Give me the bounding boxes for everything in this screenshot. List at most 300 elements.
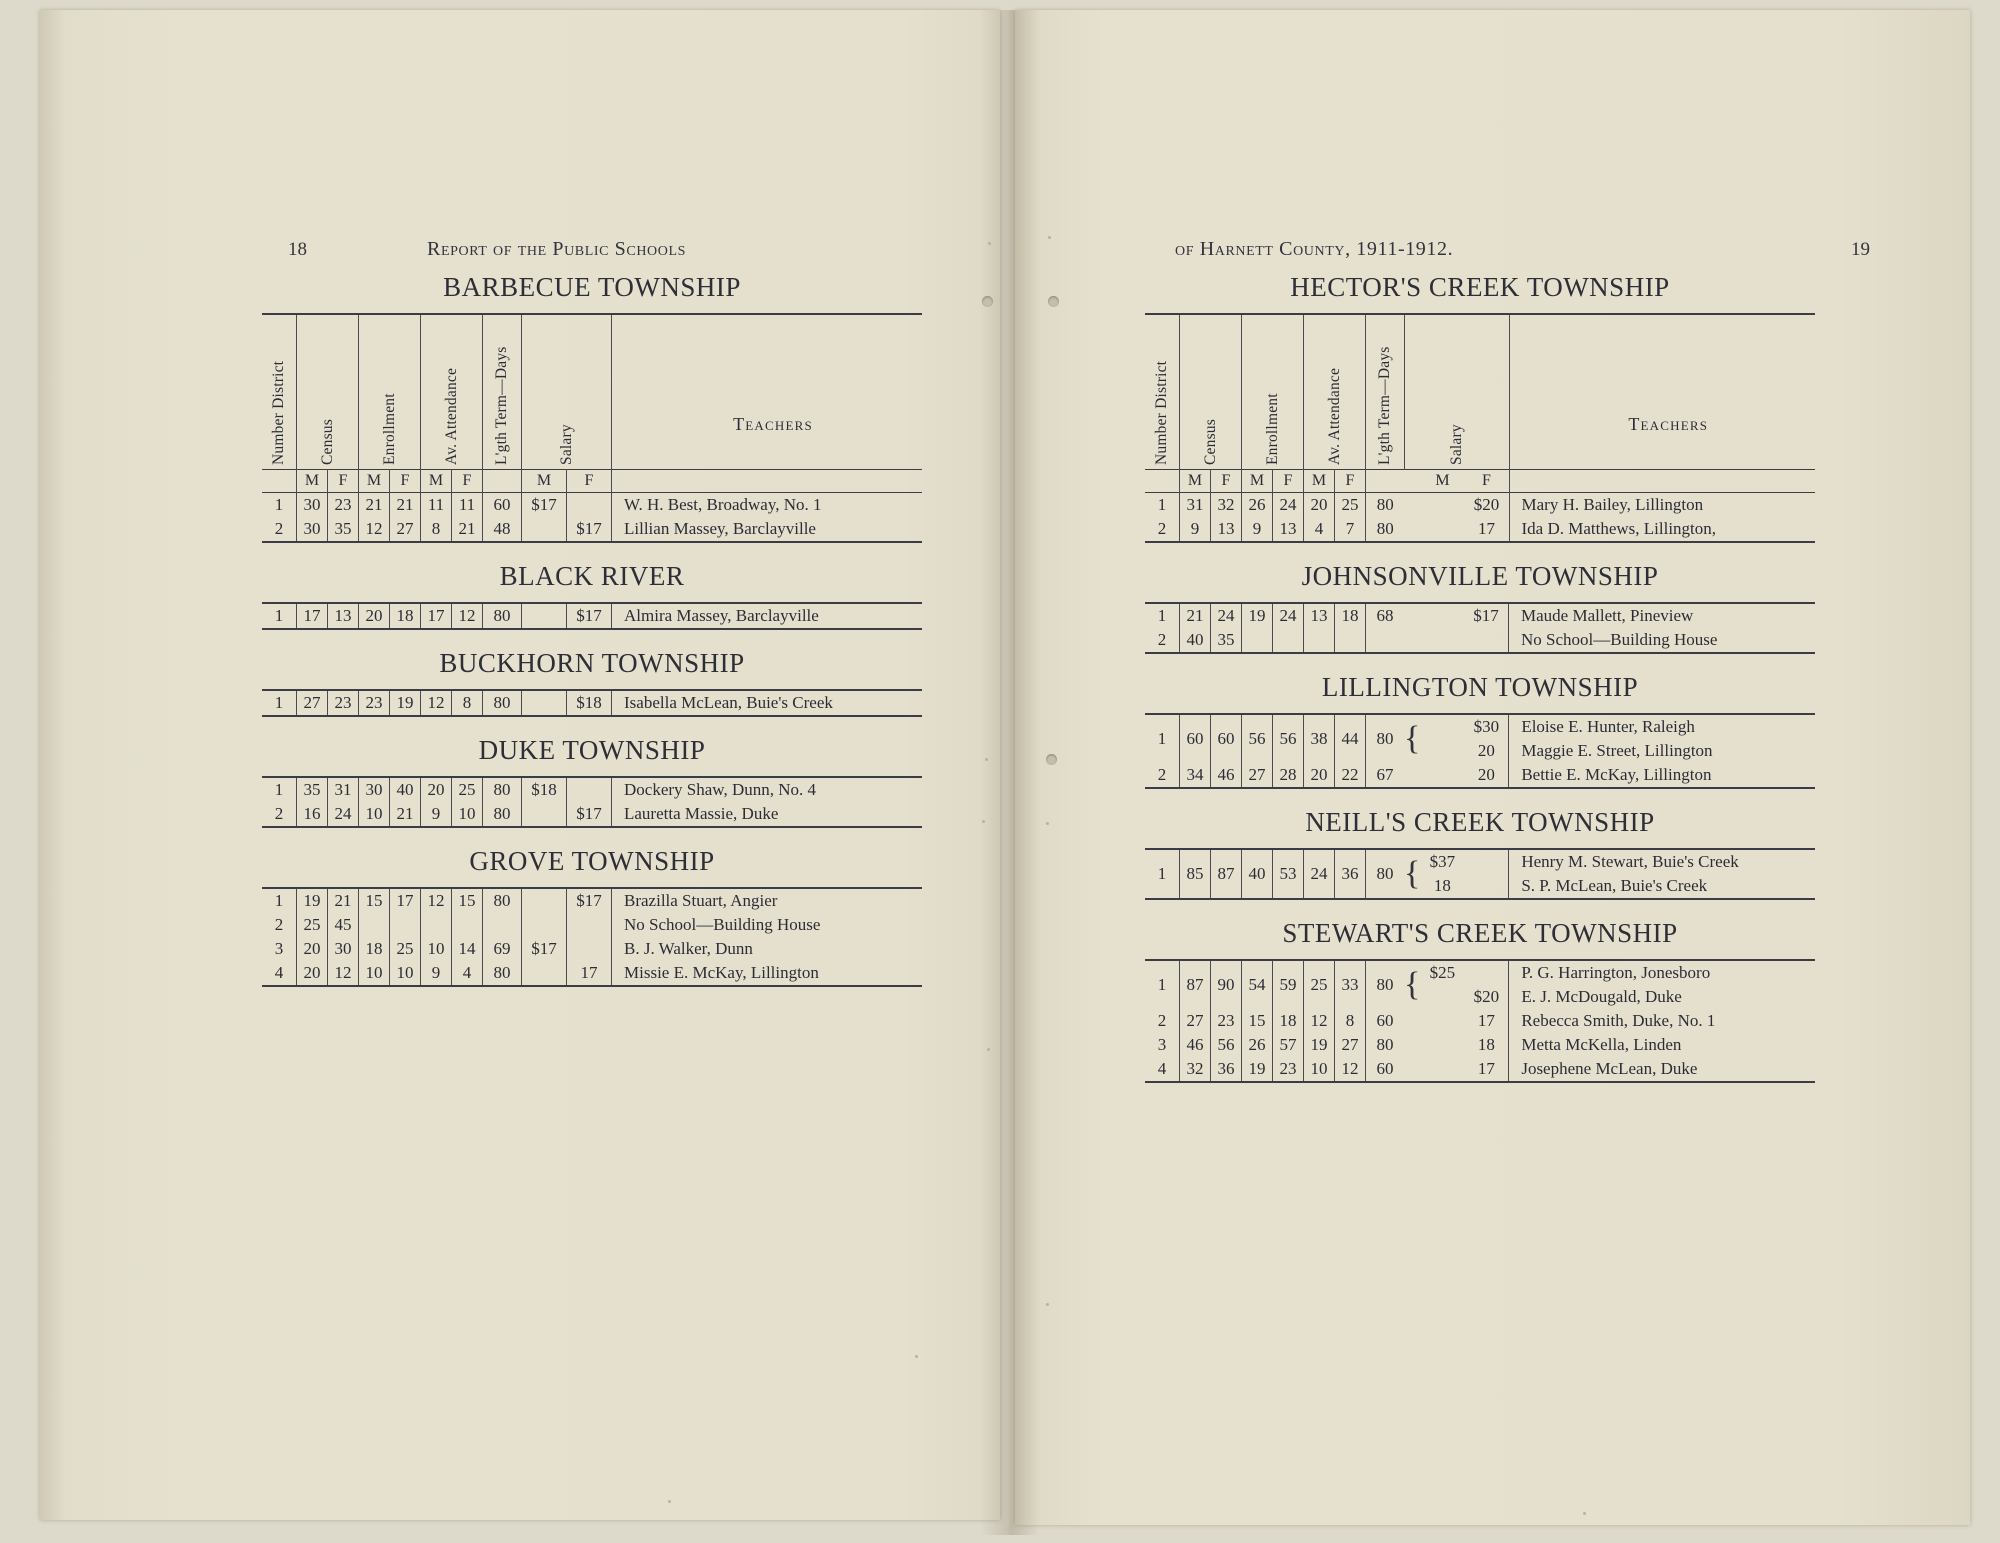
cell-teacher: Metta McKella, Linden <box>1509 1033 1815 1057</box>
section-title-black-river: BLACK RIVER <box>499 561 685 591</box>
cell-census-f: 30 <box>328 937 359 961</box>
cell-district: 2 <box>1157 519 1167 538</box>
cell-teacher: Missie E. McKay, Lillington <box>612 961 923 986</box>
paper-speck <box>915 1355 918 1358</box>
right-page-content <box>1145 272 1815 1083</box>
cell-enroll-m: 23 <box>359 690 390 716</box>
subhdr-sal-m: M <box>1435 472 1450 489</box>
cell-att-f <box>452 913 483 937</box>
cell-sal-f <box>1464 960 1509 985</box>
cell-sal-m <box>1420 739 1464 763</box>
cell-att-m: 38 <box>1304 714 1335 763</box>
paper-speck <box>985 758 988 761</box>
cell-district: 4 <box>1157 1059 1167 1078</box>
cell-sal-f: $17 <box>567 888 612 913</box>
cell-att-m <box>1304 628 1335 653</box>
cell-teacher: No School—Building House <box>1509 628 1816 653</box>
cell-teacher: Brazilla Stuart, Angier <box>612 888 923 913</box>
cell-days: 69 <box>483 937 522 961</box>
cell-days: 80 <box>483 961 522 986</box>
cell-enroll-f: 10 <box>390 961 421 986</box>
cell-teacher: Eloise E. Hunter, Raleigh <box>1509 714 1815 739</box>
cell-teacher: Rebecca Smith, Duke, No. 1 <box>1509 1009 1815 1033</box>
cell-att-m: 12 <box>421 888 452 913</box>
paper-speck <box>988 242 991 245</box>
cell-district: 1 <box>274 891 284 910</box>
cell-sal-m: 18 <box>1433 876 1451 895</box>
cell-district: 1 <box>274 780 284 799</box>
cell-teacher: B. J. Walker, Dunn <box>612 937 923 961</box>
cell-sal-f: 17 <box>1477 1011 1495 1030</box>
cell-att-m: 11 <box>421 493 452 518</box>
cell-att-f: 8 <box>1335 1009 1366 1033</box>
col-salary: Salary <box>522 314 612 470</box>
cell-enroll-m: 15 <box>1242 1009 1273 1033</box>
subhdr-brace <box>1405 470 1421 493</box>
section-title-duke: DUKE TOWNSHIP <box>478 735 706 765</box>
cell-att-f: 44 <box>1335 714 1366 763</box>
col-census: Census <box>1180 314 1242 470</box>
cell-enroll-f: 23 <box>1273 1057 1304 1082</box>
cell-enroll-m: 21 <box>359 493 390 518</box>
col-number-district: Number District <box>270 360 287 465</box>
cell-brace <box>1405 493 1421 518</box>
cell-district: 2 <box>1157 765 1167 784</box>
cell-sal-m <box>1420 1057 1464 1082</box>
subhdr-att-m: M <box>421 470 452 493</box>
cell-sal-f <box>567 777 612 802</box>
cell-att-f: 12 <box>452 603 483 629</box>
cell-sal-f: 17 <box>1478 519 1495 538</box>
open-book <box>40 10 1970 1535</box>
subhdr-teachers <box>612 470 923 493</box>
cell-teacher: Josephene McLean, Duke <box>1509 1057 1815 1082</box>
cell-census-m: 16 <box>297 802 328 827</box>
cell-enroll-m: 20 <box>359 603 390 629</box>
cell-district: 1 <box>1157 729 1167 748</box>
cell-census-m: 30 <box>297 493 328 518</box>
cell-att-m: 20 <box>1304 493 1335 518</box>
cell-att-f: 36 <box>1335 849 1366 899</box>
right-page <box>1015 10 1970 1525</box>
cell-district: 1 <box>1157 606 1167 625</box>
table-buckhorn <box>262 689 922 717</box>
cell-brace <box>1404 603 1420 628</box>
cell-att-f: 12 <box>1335 1057 1366 1082</box>
cell-enroll-m: 18 <box>359 937 390 961</box>
cell-days: 80 <box>483 603 522 629</box>
cell-census-m: 9 <box>1180 517 1211 542</box>
cell-days: 80 <box>483 888 522 913</box>
cell-teacher: Mary H. Bailey, Lillington <box>1509 493 1815 518</box>
cell-sal-f <box>1464 628 1509 653</box>
cell-days: 80 <box>1366 960 1405 1009</box>
cell-att-m: 9 <box>421 802 452 827</box>
cell-enroll-m: 12 <box>359 517 390 542</box>
cell-census-f: 46 <box>1211 763 1242 788</box>
subhdr-enroll-f: F <box>390 470 421 493</box>
cell-census-m: 20 <box>297 961 328 986</box>
cell-enroll-m: 10 <box>359 802 390 827</box>
cell-census-m: 32 <box>1180 1057 1211 1082</box>
cell-sal-m <box>1420 1033 1464 1057</box>
table-row <box>1145 628 1815 653</box>
cell-sal-m <box>522 603 567 629</box>
subhdr-census-m: M <box>297 470 328 493</box>
cell-census-f: 24 <box>328 802 359 827</box>
cell-enroll-m: 10 <box>359 961 390 986</box>
cell-enroll-f: 59 <box>1273 960 1304 1009</box>
cell-enroll-f <box>390 913 421 937</box>
cell-teacher: Maude Mallett, Pineview <box>1509 603 1816 628</box>
cell-enroll-m: 40 <box>1242 849 1273 899</box>
cell-enroll-m: 54 <box>1242 960 1273 1009</box>
table-row <box>262 690 922 716</box>
cell-enroll-m <box>1242 628 1273 653</box>
cell-sal-m <box>522 802 567 827</box>
cell-census-f: 13 <box>1211 517 1242 542</box>
cell-att-m: 19 <box>1304 1033 1335 1057</box>
col-av-attendance: Av. Attendance <box>421 314 483 470</box>
cell-sal-m: $17 <box>522 937 567 961</box>
table-row <box>1145 1033 1815 1057</box>
cell-enroll-f: 13 <box>1273 517 1304 542</box>
paper-speck <box>1583 1512 1586 1515</box>
cell-days: 80 <box>1366 714 1405 763</box>
table-row <box>262 913 922 937</box>
table-black-river <box>262 602 922 630</box>
cell-enroll-m: 56 <box>1242 714 1273 763</box>
cell-att-f: 4 <box>452 961 483 986</box>
cell-district: 1 <box>1157 495 1167 514</box>
table-row <box>1145 1009 1815 1033</box>
cell-census-m: 19 <box>297 888 328 913</box>
cell-sal-f: $20 <box>1473 495 1500 514</box>
section-title-buckhorn: BUCKHORN TOWNSHIP <box>439 648 745 678</box>
cell-att-f: 22 <box>1335 763 1366 788</box>
subhdr-sal-m: M <box>522 470 567 493</box>
cell-enroll-f: 18 <box>1273 1009 1304 1033</box>
paper-speck <box>1046 1303 1049 1306</box>
cell-census-f: 23 <box>328 493 359 518</box>
cell-att-m: 17 <box>421 603 452 629</box>
cell-sal-f <box>1464 849 1509 874</box>
section-title-hectors-creek: HECTOR'S CREEK TOWNSHIP <box>1290 272 1670 302</box>
brace-icon: { <box>1404 855 1421 892</box>
paper-speck <box>987 1048 990 1051</box>
cell-enroll-f: 40 <box>390 777 421 802</box>
cell-enroll-f <box>1273 628 1304 653</box>
cell-district: 2 <box>274 519 284 538</box>
cell-sal-m <box>1420 763 1464 788</box>
subhdr-sal-f: F <box>567 470 612 493</box>
paper-speck <box>668 1500 671 1503</box>
table-row <box>1145 517 1815 542</box>
table-row <box>1145 849 1815 874</box>
cell-enroll-m: 15 <box>359 888 390 913</box>
cell-census-m: 27 <box>1180 1009 1211 1033</box>
cell-district: 2 <box>1157 630 1167 649</box>
cell-days <box>1366 628 1405 653</box>
table-row <box>262 937 922 961</box>
cell-enroll-f: 57 <box>1273 1033 1304 1057</box>
cell-sal-f: 18 <box>1477 1035 1495 1054</box>
cell-enroll-m <box>359 913 390 937</box>
cell-sal-m <box>1420 714 1464 739</box>
cell-district: 1 <box>274 495 284 514</box>
cell-days: 80 <box>483 690 522 716</box>
section-title-barbecue: BARBECUE TOWNSHIP <box>443 272 741 302</box>
cell-sal-m <box>522 690 567 716</box>
cell-enroll-m: 26 <box>1242 493 1273 518</box>
cell-teacher: W. H. Best, Broadway, No. 1 <box>612 493 923 518</box>
table-grove <box>262 887 922 987</box>
cell-census-m: 30 <box>297 517 328 542</box>
table-row <box>1145 763 1815 788</box>
cell-days: 80 <box>1366 1033 1405 1057</box>
section-title-grove: GROVE TOWNSHIP <box>469 846 715 876</box>
cell-enroll-m: 19 <box>1242 1057 1273 1082</box>
subhdr-census-m: M <box>1180 470 1211 493</box>
cell-census-m: 27 <box>297 690 328 716</box>
brace-icon: { <box>1404 720 1421 757</box>
cell-att-m <box>421 913 452 937</box>
cell-sal-m: $17 <box>522 493 567 518</box>
cell-census-m: 31 <box>1180 493 1211 518</box>
subhdr-att-f: F <box>452 470 483 493</box>
subhdr-census-f: F <box>1211 470 1242 493</box>
cell-census-f: 24 <box>1211 603 1242 628</box>
paper-speck <box>982 820 985 823</box>
table-johnsonville <box>1145 602 1815 654</box>
subhdr-blank <box>1145 470 1180 493</box>
col-enrollment: Enrollment <box>359 314 421 470</box>
table-barbecue <box>262 313 922 543</box>
cell-att-f: 33 <box>1335 960 1366 1009</box>
cell-census-m: 60 <box>1180 714 1211 763</box>
cell-census-f: 23 <box>328 690 359 716</box>
cell-enroll-m: 26 <box>1242 1033 1273 1057</box>
cell-enroll-f: 27 <box>390 517 421 542</box>
cell-sal-m <box>1420 603 1464 628</box>
cell-sal-f: 20 <box>1477 741 1495 760</box>
cell-att-m: 20 <box>421 777 452 802</box>
table-row <box>262 961 922 986</box>
cell-teacher: Maggie E. Street, Lillington <box>1509 739 1815 763</box>
binding-hole <box>1046 754 1057 765</box>
table-hectors-creek <box>1145 313 1815 543</box>
cell-census-m: 20 <box>297 937 328 961</box>
cell-brace <box>1404 763 1420 788</box>
cell-sal-m <box>522 961 567 986</box>
table-stewarts-creek <box>1145 959 1815 1083</box>
col-salary: Salary <box>1405 314 1510 470</box>
cell-days: 60 <box>1366 1009 1405 1033</box>
cell-teacher: Henry M. Stewart, Buie's Creek <box>1509 849 1815 874</box>
cell-enroll-f: 24 <box>1273 493 1304 518</box>
cell-census-m: 85 <box>1180 849 1211 899</box>
cell-att-m: 24 <box>1304 849 1335 899</box>
subhdr-att-f: F <box>1335 470 1366 493</box>
subhdr-sal-f: F <box>1482 472 1491 489</box>
cell-sal-m: $37 <box>1429 852 1456 871</box>
cell-census-m: 46 <box>1180 1033 1211 1057</box>
col-teachers: Teachers <box>612 314 923 470</box>
cell-census-f: 35 <box>328 517 359 542</box>
table-row <box>262 802 922 827</box>
cell-sal-m <box>1420 985 1464 1009</box>
cell-census-f: 56 <box>1211 1033 1242 1057</box>
cell-district: 1 <box>1157 975 1167 994</box>
cell-days: 80 <box>483 802 522 827</box>
cell-att-m: 9 <box>421 961 452 986</box>
cell-district: 2 <box>1157 1011 1167 1030</box>
table-row <box>1145 714 1815 739</box>
cell-teacher: Isabella McLean, Buie's Creek <box>612 690 923 716</box>
section-title-neills-creek: NEILL'S CREEK TOWNSHIP <box>1305 807 1655 837</box>
cell-att-f: 18 <box>1335 603 1366 628</box>
cell-sal-m: $18 <box>522 777 567 802</box>
cell-att-f: 21 <box>452 517 483 542</box>
cell-days: 67 <box>1366 763 1405 788</box>
cell-att-f: 25 <box>1335 493 1366 518</box>
cell-days: 48 <box>483 517 522 542</box>
cell-sal-f: $17 <box>567 517 612 542</box>
cell-census-m: 21 <box>1180 603 1211 628</box>
subhdr-enroll-m: M <box>1242 470 1273 493</box>
cell-teacher: S. P. McLean, Buie's Creek <box>1509 874 1815 899</box>
cell-census-f: 45 <box>328 913 359 937</box>
cell-sal-m <box>1421 493 1465 518</box>
cell-att-m: 25 <box>1304 960 1335 1009</box>
col-teachers: Teachers <box>1509 314 1815 470</box>
right-folio: 19 <box>1851 239 1870 260</box>
cell-sal-m <box>1420 1009 1464 1033</box>
right-running-head <box>1015 238 1970 260</box>
cell-att-f <box>1335 628 1366 653</box>
cell-sal-f: $17 <box>567 603 612 629</box>
cell-teacher: Almira Massey, Barclayville <box>612 603 923 629</box>
table-row <box>262 777 922 802</box>
cell-enroll-f: 18 <box>390 603 421 629</box>
col-number-district: Number District <box>1153 360 1170 465</box>
cell-sal-m <box>522 517 567 542</box>
cell-sal-f: $17 <box>1473 606 1499 625</box>
col-enrollment: Enrollment <box>1242 314 1304 470</box>
right-running-head-text: of Harnett County, 1911-1912. <box>1175 238 1454 260</box>
cell-enroll-f: 28 <box>1273 763 1304 788</box>
cell-census-m: 17 <box>297 603 328 629</box>
cell-census-m: 87 <box>1180 960 1211 1009</box>
left-running-head-text: Report of the Public Schools <box>427 238 686 260</box>
cell-census-f: 36 <box>1211 1057 1242 1082</box>
cell-sal-f: 20 <box>1477 765 1495 784</box>
cell-enroll-m: 30 <box>359 777 390 802</box>
cell-brace <box>1404 1009 1420 1033</box>
cell-census-f: 90 <box>1211 960 1242 1009</box>
cell-sal-f <box>567 937 612 961</box>
cell-att-f: 14 <box>452 937 483 961</box>
paper-speck <box>1048 236 1051 239</box>
cell-enroll-f: 24 <box>1273 603 1304 628</box>
subhdr-att-m: M <box>1304 470 1335 493</box>
cell-att-m: 10 <box>421 937 452 961</box>
cell-census-f: 23 <box>1211 1009 1242 1033</box>
col-census: Census <box>297 314 359 470</box>
cell-census-f: 32 <box>1211 493 1242 518</box>
cell-teacher: Bettie E. McKay, Lillington <box>1509 763 1815 788</box>
cell-district: 3 <box>1157 1035 1167 1054</box>
cell-enroll-m: 19 <box>1242 603 1273 628</box>
cell-district: 2 <box>274 804 284 823</box>
cell-days <box>483 913 522 937</box>
cell-enroll-f: 53 <box>1273 849 1304 899</box>
subhdr-enroll-f: F <box>1273 470 1304 493</box>
cell-census-f: 60 <box>1211 714 1242 763</box>
section-title-lillington: LILLINGTON TOWNSHIP <box>1321 672 1639 702</box>
table-row <box>1145 493 1815 518</box>
cell-enroll-f: 19 <box>390 690 421 716</box>
col-av-attendance: Av. Attendance <box>1304 314 1366 470</box>
cell-sal-m: $25 <box>1429 963 1456 982</box>
cell-att-m: 4 <box>1304 517 1335 542</box>
table-row <box>262 888 922 913</box>
table-row <box>262 493 922 518</box>
cell-enroll-f: 21 <box>390 493 421 518</box>
cell-att-f: 15 <box>452 888 483 913</box>
cell-census-m: 40 <box>1180 628 1211 653</box>
cell-brace <box>1405 517 1421 542</box>
cell-days: 80 <box>1366 849 1405 899</box>
cell-sal-f: $18 <box>567 690 612 716</box>
cell-att-f: 11 <box>452 493 483 518</box>
cell-enroll-f: 21 <box>390 802 421 827</box>
cell-census-m: 34 <box>1180 763 1211 788</box>
cell-teacher: No School—Building House <box>612 913 923 937</box>
table-lillington <box>1145 713 1815 789</box>
section-title-stewarts-creek: STEWART'S CREEK TOWNSHIP <box>1282 918 1678 948</box>
cell-sal-m <box>522 888 567 913</box>
cell-days: 68 <box>1366 603 1405 628</box>
cell-att-m: 12 <box>421 690 452 716</box>
cell-sal-m <box>522 913 567 937</box>
cell-sal-f: 17 <box>567 961 612 986</box>
cell-teacher: Lillian Massey, Barclayville <box>612 517 923 542</box>
cell-att-f: 25 <box>452 777 483 802</box>
paper-speck <box>1046 822 1049 825</box>
cell-sal-m <box>1420 628 1464 653</box>
subhdr-days <box>1366 470 1405 493</box>
brace-icon: { <box>1404 966 1421 1003</box>
cell-census-f: 13 <box>328 603 359 629</box>
left-running-head <box>40 238 1000 260</box>
cell-enroll-m: 9 <box>1242 517 1273 542</box>
cell-sal-f: $30 <box>1473 717 1500 736</box>
cell-att-m: 20 <box>1304 763 1335 788</box>
cell-att-m: 13 <box>1304 603 1335 628</box>
cell-district: 1 <box>274 606 284 625</box>
cell-district: 4 <box>274 963 284 982</box>
left-page <box>40 10 1000 1520</box>
cell-census-f: 31 <box>328 777 359 802</box>
cell-census-f: 12 <box>328 961 359 986</box>
cell-enroll-m: 27 <box>1242 763 1273 788</box>
table-row <box>262 603 922 629</box>
cell-days: 80 <box>1366 493 1405 518</box>
cell-district: 1 <box>1157 864 1167 883</box>
cell-days: 60 <box>483 493 522 518</box>
cell-sal-f <box>1464 874 1509 899</box>
